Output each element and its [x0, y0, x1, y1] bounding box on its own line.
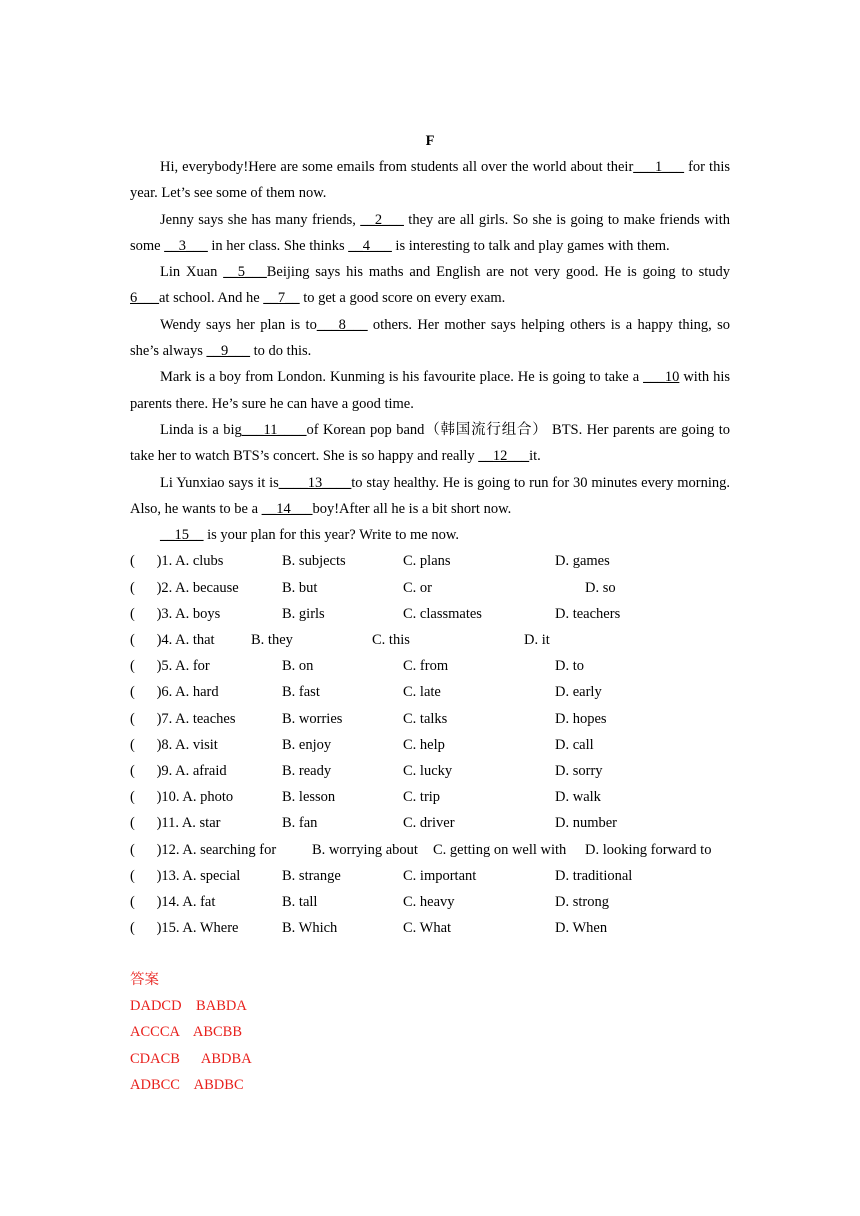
question-row [130, 601, 730, 627]
option-b: B. lesson [282, 789, 336, 806]
answer-key [130, 967, 252, 1098]
answer-blank: ___10 [643, 369, 680, 386]
question-stem-option-a: ( )14. A. fat [130, 893, 216, 910]
option-b: B. fast [282, 684, 320, 701]
answer-blank: 6___ [130, 290, 159, 307]
option-c: C. from [403, 658, 449, 675]
option-c: C. or [403, 579, 432, 596]
option-d: D. call [555, 736, 594, 753]
passage-text: Jenny says she has many friends, [160, 211, 361, 228]
option-c: C. talks [403, 710, 448, 727]
option-b: B. girls [282, 605, 325, 622]
option-b: B. on [282, 658, 314, 675]
option-b: B. subjects [282, 553, 346, 570]
passage-text: with his parents there. He’s sure he can have a good time. [130, 369, 731, 412]
question-stem-option-a: ( )15. A. Where [130, 920, 239, 937]
option-b: B. fan [282, 815, 318, 832]
option-b: B. enjoy [282, 736, 332, 753]
question-stem-option-a: ( )3. A. boys [130, 605, 221, 622]
option-c: C. driver [403, 815, 455, 832]
passage-text: Mark is a boy from London. Kunming is his favourite place. He is going to take a [160, 369, 644, 386]
option-b: B. ready [282, 762, 332, 779]
option-c: C. What [403, 920, 452, 937]
passage-text: Hi, everybody!Here are some emails from students all over the world about their [160, 159, 634, 175]
answer-blank: ___1___ [633, 159, 685, 175]
passage-text: to stay healthy. He is going to run for 30 minutes every morning. Also, he wants to be a [130, 474, 730, 517]
answer-blank: __4___ [348, 237, 392, 254]
option-d: D. walk [555, 789, 601, 806]
option-d: D. strong [555, 893, 609, 910]
section-title: F [425, 133, 435, 149]
passage-text: in her class. She thinks [207, 237, 349, 254]
option-d: D. looking forward to [585, 841, 712, 858]
passage-text: is interesting to talk and play games with them. [391, 237, 670, 254]
question-row [130, 758, 730, 784]
option-b: B. worrying about [312, 841, 418, 858]
question-row [130, 810, 730, 836]
option-d: D. sorry [555, 762, 603, 779]
option-d: D. hopes [555, 710, 607, 727]
option-b: B. but [282, 579, 318, 596]
question-row [130, 915, 730, 941]
answer-blank: ____13____ [278, 474, 352, 491]
passage-text: Linda is a big [160, 421, 242, 438]
option-c: C. trip [403, 789, 441, 806]
answer-blank: __12___ [478, 448, 530, 465]
passage-paragraph [130, 154, 730, 207]
option-d: D. early [555, 684, 602, 701]
option-b: B. tall [282, 893, 318, 910]
option-c: C. important [403, 867, 477, 884]
answer-blank: ___8___ [316, 316, 368, 333]
passage-text: to do this. [250, 343, 312, 360]
option-d: D. games [555, 553, 610, 570]
option-d: D. When [555, 920, 608, 937]
passage-text: it. [529, 448, 541, 465]
answer-blank: __7__ [263, 290, 300, 307]
option-c: C. help [403, 736, 445, 753]
option-d: D. number [555, 815, 618, 832]
question-stem-option-a: ( )9. A. afraid [130, 762, 227, 779]
answer-line: DADCD BABDA [130, 998, 247, 1015]
question-row [130, 548, 730, 574]
question-stem-option-a: ( )5. A. for [130, 658, 210, 675]
option-c: C. lucky [403, 762, 453, 779]
passage-text: Lin Xuan [160, 264, 224, 281]
option-b: B. they [251, 632, 293, 649]
question-stem-option-a: ( )2. A. because [130, 579, 239, 596]
worksheet [130, 128, 730, 941]
option-d: D. traditional [555, 867, 633, 884]
answer-line: ACCCA ABCBB [130, 1024, 243, 1041]
answer-line: CDACB ABDBA [130, 1050, 252, 1067]
answer-blank: __5___ [223, 264, 267, 281]
question-row [130, 627, 730, 653]
question-stem-option-a: ( )11. A. star [130, 815, 221, 832]
option-b: B. worries [282, 710, 343, 727]
passage-paragraph [130, 417, 730, 470]
answer-line: ADBCC ABDBC [130, 1076, 244, 1093]
option-c: C. this [372, 632, 410, 649]
answer-blank: __9___ [206, 343, 251, 360]
question-row [130, 653, 730, 679]
passage-text: Beijing says his maths and English are not very good. He is going to study [266, 264, 731, 281]
question-row [130, 863, 730, 889]
answer-blank: ___11____ [241, 421, 307, 438]
option-d: D. teachers [555, 605, 621, 622]
option-d: D. it [524, 632, 550, 649]
passage-text: to get a good score on every exam. [299, 290, 506, 307]
option-c: C. late [403, 684, 441, 701]
passage-paragraph [130, 364, 730, 417]
option-d: D. to [555, 658, 584, 675]
question-stem-option-a: ( )7. A. teaches [130, 710, 236, 727]
option-c: C. plans [403, 553, 451, 570]
passage-paragraph [130, 522, 730, 548]
option-d: D. so [585, 579, 616, 596]
passage-paragraph [130, 312, 730, 365]
option-b: B. strange [282, 867, 341, 884]
question-stem-option-a: ( )6. A. hard [130, 684, 219, 701]
question-list [130, 548, 730, 941]
question-row [130, 706, 730, 732]
passage [130, 154, 730, 548]
passage-text: Wendy says her plan is to [160, 316, 317, 333]
question-row [130, 784, 730, 810]
question-row [130, 679, 730, 705]
passage-paragraph [130, 259, 730, 312]
option-c: C. classmates [403, 605, 482, 622]
passage-text: is your plan for this year? Write to me now. [203, 527, 460, 544]
question-stem-option-a: ( )13. A. special [130, 867, 241, 884]
option-c: C. heavy [403, 893, 455, 910]
question-row [130, 889, 730, 915]
passage-text: they are all girls. So she is going to make friends with some [130, 211, 730, 254]
passage-paragraph [130, 207, 730, 260]
question-stem-option-a: ( )10. A. photo [130, 789, 234, 806]
option-b: B. Which [282, 920, 338, 937]
option-c: C. getting on well with [433, 841, 567, 858]
question-row [130, 837, 730, 863]
question-row [130, 575, 730, 601]
passage-text: of Korean pop band（韩国流行组合） BTS. Her parents are going to take her to watch BTS’s concert. She is so happy and really [130, 421, 730, 465]
answer-blank: __2___ [360, 211, 404, 228]
passage-text: for this year. Let’s see some of them now. [130, 159, 730, 202]
question-stem-option-a: ( )4. A. that [130, 632, 215, 649]
passage-paragraph [130, 470, 730, 523]
question-stem-option-a: ( )1. A. clubs [130, 553, 224, 570]
passage-text: others. Her mother says helping others is a happy thing, so she’s always [130, 316, 730, 360]
question-row [130, 732, 730, 758]
answer-heading: 答案 [130, 972, 159, 988]
answer-blank: __15__ [160, 527, 204, 544]
question-stem-option-a: ( )8. A. visit [130, 736, 218, 753]
question-stem-option-a: ( )12. A. searching for [130, 841, 277, 858]
passage-text: at school. And he [159, 290, 264, 307]
passage-text: Li Yunxiao says it is [160, 474, 279, 491]
passage-text: boy!After all he is a bit short now. [312, 500, 512, 517]
answer-blank: __14___ [261, 500, 313, 517]
answer-blank: __3___ [164, 237, 208, 254]
